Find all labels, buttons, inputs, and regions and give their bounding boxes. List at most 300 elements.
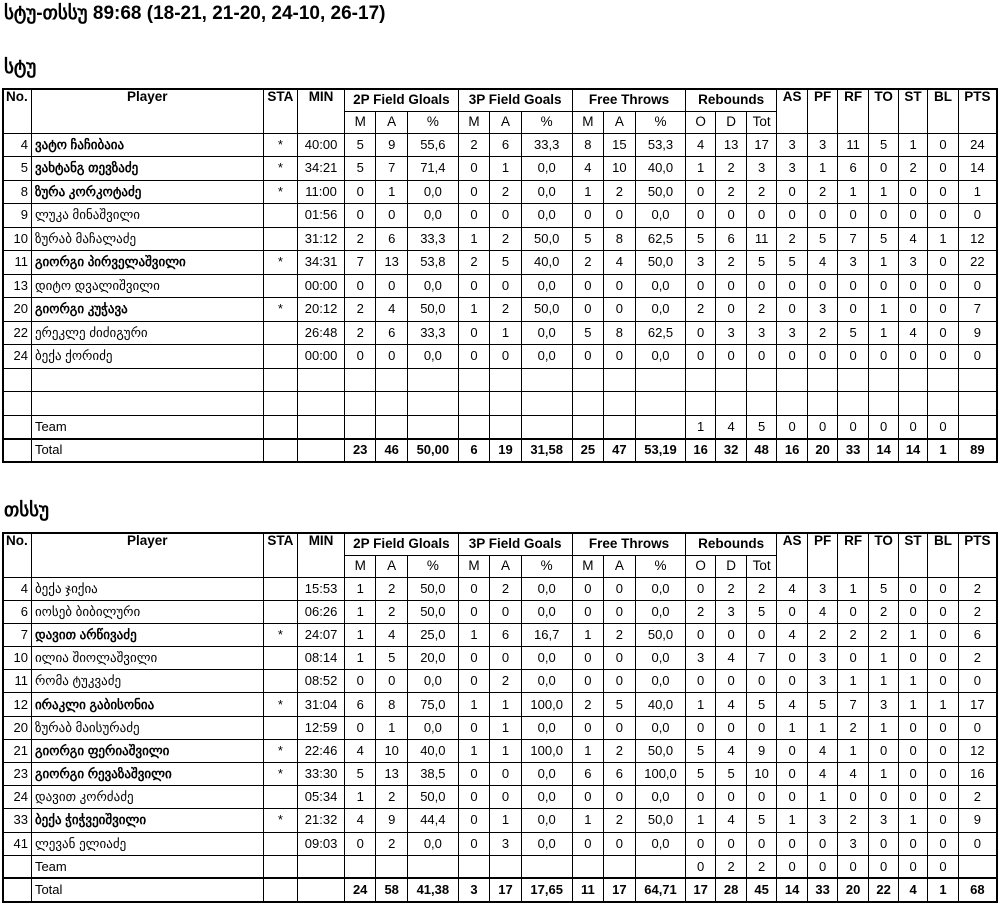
stat-rf: 0 — [837, 647, 869, 670]
stat-bl: 0 — [928, 623, 958, 646]
stat-st: 0 — [898, 832, 927, 855]
stat-mf: 1 — [572, 180, 604, 204]
stat-tot: 0 — [747, 716, 777, 739]
player-name: ირაკლი გაბისონია — [31, 693, 263, 716]
empty-cell — [572, 392, 604, 416]
team-row — [3, 855, 997, 878]
player-row — [3, 577, 997, 600]
header-as: AS — [776, 533, 808, 577]
stat-st: 0 — [898, 716, 927, 739]
stat-st: 1 — [898, 693, 927, 716]
stat-d: 5 — [715, 763, 747, 786]
stat-pf: 2 — [808, 180, 837, 204]
stat-a2: 10 — [376, 739, 408, 762]
total-af: 47 — [604, 439, 636, 463]
team-stat-tot: 5 — [747, 415, 777, 439]
stat-as: 0 — [776, 670, 808, 693]
header-bl: BL — [928, 533, 958, 577]
empty-cell — [869, 368, 898, 392]
stat-p2: 50,0 — [407, 786, 458, 809]
team-row-label: Team — [31, 855, 263, 878]
stat-to: 1 — [869, 763, 898, 786]
header-pct: % — [407, 555, 458, 577]
empty-cell — [715, 368, 747, 392]
stat-p2: 50,0 — [407, 600, 458, 623]
stat-pf: 62,5 — [635, 321, 686, 345]
stat-p2: 40,0 — [407, 739, 458, 762]
stat-a2: 6 — [376, 227, 408, 251]
stat-st: 0 — [898, 180, 927, 204]
player-row — [3, 298, 997, 322]
empty-cell — [604, 392, 636, 416]
total-bl: 1 — [928, 439, 958, 463]
stat-p3: 50,0 — [521, 298, 572, 322]
stat-a3: 3 — [490, 832, 522, 855]
stat-mf: 0 — [572, 647, 604, 670]
stat-tot: 3 — [747, 157, 777, 181]
total-a2: 58 — [376, 878, 408, 901]
stat-mf: 8 — [572, 133, 604, 157]
total-tot: 48 — [747, 439, 777, 463]
total-pf: 64,71 — [635, 878, 686, 901]
player-row — [3, 763, 997, 786]
stat-a2: 2 — [376, 786, 408, 809]
stat-st: 4 — [898, 227, 927, 251]
empty-cell — [31, 392, 263, 416]
header-o: O — [686, 111, 715, 133]
stat-rf: 0 — [837, 274, 869, 298]
player-row — [3, 345, 997, 369]
player-number: 20 — [3, 298, 31, 322]
stat-a3: 0 — [490, 647, 522, 670]
stat-af: 6 — [604, 763, 636, 786]
stat-m3: 0 — [458, 345, 490, 369]
player-row — [3, 739, 997, 762]
header-reb: Rebounds — [686, 533, 776, 555]
empty-cell — [298, 392, 345, 416]
player-row — [3, 832, 997, 855]
team-row — [3, 415, 997, 439]
stat-tot: 0 — [747, 786, 777, 809]
stat-d: 2 — [715, 251, 747, 275]
header-m: M — [572, 555, 604, 577]
stat-as: 1 — [776, 809, 808, 832]
stat-p2: 75,0 — [407, 693, 458, 716]
stat-o: 1 — [686, 809, 715, 832]
stat-pf: 0,0 — [635, 647, 686, 670]
stat-bl: 0 — [928, 345, 958, 369]
stat-as: 0 — [776, 600, 808, 623]
team-stat-pf: 0 — [808, 855, 837, 878]
stat-m2: 0 — [344, 180, 376, 204]
stat-to: 1 — [869, 251, 898, 275]
empty-cell — [686, 368, 715, 392]
stat-tot: 9 — [747, 739, 777, 762]
empty-cell — [344, 392, 376, 416]
empty-cell — [808, 392, 837, 416]
stat-m3: 1 — [458, 739, 490, 762]
minutes: 11:00 — [298, 180, 345, 204]
stat-bl: 0 — [928, 670, 958, 693]
stat-st: 0 — [898, 298, 927, 322]
stat-o: 0 — [686, 345, 715, 369]
stat-a3: 1 — [490, 321, 522, 345]
player-number: 12 — [3, 693, 31, 716]
minutes: 34:31 — [298, 251, 345, 275]
stat-a3: 2 — [490, 227, 522, 251]
stat-m3: 0 — [458, 763, 490, 786]
stat-af: 2 — [604, 739, 636, 762]
minutes: 21:32 — [298, 809, 345, 832]
empty-cell — [376, 392, 408, 416]
stat-rf: 3 — [837, 251, 869, 275]
total-mf: 11 — [572, 878, 604, 901]
team-stat-pf: 0 — [808, 415, 837, 439]
stat-mf: 0 — [572, 670, 604, 693]
player-name: დავით კორძაძე — [31, 786, 263, 809]
stat-pf: 3 — [808, 809, 837, 832]
stat-pf: 1 — [808, 157, 837, 181]
stat-p2: 33,3 — [407, 321, 458, 345]
stat-af: 0 — [604, 298, 636, 322]
stat-pts: 0 — [958, 670, 997, 693]
total-mf: 25 — [572, 439, 604, 463]
stat-pts: 2 — [958, 786, 997, 809]
header-d: D — [715, 555, 747, 577]
starter-mark — [263, 321, 298, 345]
header-m: M — [344, 111, 376, 133]
header-sta: STA — [263, 533, 298, 577]
stat-m3: 0 — [458, 577, 490, 600]
stat-as: 5 — [776, 251, 808, 275]
stat-bl: 0 — [928, 274, 958, 298]
stat-tot: 3 — [747, 321, 777, 345]
empty-cell — [490, 368, 522, 392]
empty-cell — [958, 855, 997, 878]
player-number: 33 — [3, 809, 31, 832]
stat-m2: 0 — [344, 832, 376, 855]
total-row — [3, 878, 997, 901]
stat-af: 4 — [604, 251, 636, 275]
starter-mark: * — [263, 623, 298, 646]
stat-o: 5 — [686, 763, 715, 786]
minutes: 22:46 — [298, 739, 345, 762]
stat-pf: 0 — [808, 345, 837, 369]
stat-o: 1 — [686, 693, 715, 716]
stat-a3: 2 — [490, 670, 522, 693]
stat-a2: 4 — [376, 298, 408, 322]
stat-d: 0 — [715, 670, 747, 693]
stat-st: 0 — [898, 345, 927, 369]
team-stat-as: 0 — [776, 855, 808, 878]
starter-mark — [263, 227, 298, 251]
stat-pf: 62,5 — [635, 227, 686, 251]
starter-mark — [263, 600, 298, 623]
stat-st: 0 — [898, 763, 927, 786]
stat-o: 0 — [686, 274, 715, 298]
stat-af: 0 — [604, 204, 636, 228]
stat-pf: 50,0 — [635, 739, 686, 762]
header-a: A — [490, 111, 522, 133]
header-reb: Rebounds — [686, 89, 776, 111]
total-label: Total — [31, 439, 263, 463]
empty-cell — [376, 855, 408, 878]
stat-bl: 0 — [928, 600, 958, 623]
stat-a3: 0 — [490, 274, 522, 298]
stat-m2: 0 — [344, 274, 376, 298]
starter-mark — [263, 274, 298, 298]
stat-bl: 1 — [928, 693, 958, 716]
stat-as: 0 — [776, 763, 808, 786]
stat-m3: 1 — [458, 693, 490, 716]
starter-mark: * — [263, 157, 298, 181]
stat-a2: 13 — [376, 251, 408, 275]
empty-cell — [458, 368, 490, 392]
empty-cell — [376, 368, 408, 392]
player-row — [3, 274, 997, 298]
starter-mark — [263, 345, 298, 369]
empty-cell — [3, 878, 31, 901]
stat-pf: 5 — [808, 227, 837, 251]
stat-mf: 2 — [572, 251, 604, 275]
starter-mark: * — [263, 180, 298, 204]
stat-p2: 44,4 — [407, 809, 458, 832]
player-number: 24 — [3, 786, 31, 809]
player-name: ბექა ჭიჭვეიშვილი — [31, 809, 263, 832]
stat-to: 1 — [869, 180, 898, 204]
stat-pf: 3 — [808, 298, 837, 322]
stat-p3: 16,7 — [521, 623, 572, 646]
stat-af: 0 — [604, 832, 636, 855]
minutes: 34:21 — [298, 157, 345, 181]
starter-mark — [263, 716, 298, 739]
stat-m3: 0 — [458, 647, 490, 670]
stat-a3: 1 — [490, 716, 522, 739]
empty-cell — [407, 368, 458, 392]
stat-tot: 5 — [747, 600, 777, 623]
player-row — [3, 693, 997, 716]
stat-to: 0 — [869, 832, 898, 855]
stat-a3: 1 — [490, 693, 522, 716]
empty-cell — [715, 392, 747, 416]
stat-pts: 22 — [958, 251, 997, 275]
header-fg3: 3P Field Goals — [458, 533, 572, 555]
empty-cell — [635, 368, 686, 392]
stat-st: 1 — [898, 670, 927, 693]
stat-p2: 50,0 — [407, 298, 458, 322]
stat-pts: 0 — [958, 832, 997, 855]
stat-tot: 10 — [747, 763, 777, 786]
header-fg3: 3P Field Goals — [458, 89, 572, 111]
stat-p3: 0,0 — [521, 600, 572, 623]
player-number: 24 — [3, 345, 31, 369]
starter-mark — [263, 204, 298, 228]
stat-tot: 5 — [747, 693, 777, 716]
player-row — [3, 786, 997, 809]
stat-d: 4 — [715, 809, 747, 832]
stat-mf: 1 — [572, 809, 604, 832]
empty-cell — [376, 415, 408, 439]
player-name: ლუკა მინაშვილი — [31, 204, 263, 228]
stat-pf: 3 — [808, 577, 837, 600]
player-row — [3, 623, 997, 646]
player-number: 21 — [3, 739, 31, 762]
minutes: 01:56 — [298, 204, 345, 228]
stat-af: 10 — [604, 157, 636, 181]
player-row — [3, 809, 997, 832]
empty-cell — [604, 415, 636, 439]
team-stat-to: 0 — [869, 855, 898, 878]
stat-o: 0 — [686, 321, 715, 345]
stat-to: 0 — [869, 274, 898, 298]
stat-rf: 5 — [837, 321, 869, 345]
total-m2: 24 — [344, 878, 376, 901]
stat-bl: 0 — [928, 786, 958, 809]
player-row — [3, 670, 997, 693]
header-pct: % — [521, 555, 572, 577]
empty-cell — [572, 368, 604, 392]
stat-mf: 0 — [572, 204, 604, 228]
player-row — [3, 647, 997, 670]
empty-cell — [407, 392, 458, 416]
team-stat-st: 0 — [898, 415, 927, 439]
stat-pts: 12 — [958, 227, 997, 251]
player-row — [3, 321, 997, 345]
empty-cell — [928, 368, 958, 392]
stat-bl: 0 — [928, 157, 958, 181]
empty-cell — [298, 878, 345, 901]
stat-pf: 0,0 — [635, 600, 686, 623]
empty-cell — [458, 855, 490, 878]
player-name: ბექა ქორიძე — [31, 345, 263, 369]
total-pf: 20 — [808, 439, 837, 463]
player-number: 20 — [3, 716, 31, 739]
stat-m2: 1 — [344, 786, 376, 809]
player-name: ზურაბ მაჩალაძე — [31, 227, 263, 251]
stat-as: 0 — [776, 180, 808, 204]
player-name: გიორგი პირველაშვილი — [31, 251, 263, 275]
stat-a2: 2 — [376, 832, 408, 855]
stat-to: 1 — [869, 716, 898, 739]
stat-to: 0 — [869, 204, 898, 228]
stat-af: 0 — [604, 274, 636, 298]
stat-m2: 2 — [344, 227, 376, 251]
stat-tot: 5 — [747, 809, 777, 832]
stat-p2: 71,4 — [407, 157, 458, 181]
stat-m2: 1 — [344, 600, 376, 623]
stat-rf: 7 — [837, 227, 869, 251]
stat-p2: 0,0 — [407, 274, 458, 298]
stat-bl: 0 — [928, 739, 958, 762]
empty-cell — [521, 855, 572, 878]
stat-d: 3 — [715, 600, 747, 623]
stat-bl: 0 — [928, 180, 958, 204]
stat-to: 5 — [869, 133, 898, 157]
stat-to: 1 — [869, 298, 898, 322]
stat-bl: 0 — [928, 298, 958, 322]
stat-p3: 0,0 — [521, 763, 572, 786]
empty-cell — [869, 392, 898, 416]
empty-cell — [263, 855, 298, 878]
minutes: 40:00 — [298, 133, 345, 157]
stat-st: 1 — [898, 809, 927, 832]
stat-pf: 0 — [808, 204, 837, 228]
total-a3: 19 — [490, 439, 522, 463]
starter-mark: * — [263, 298, 298, 322]
stat-a3: 1 — [490, 739, 522, 762]
stat-mf: 0 — [572, 274, 604, 298]
stat-m3: 0 — [458, 670, 490, 693]
stat-m2: 5 — [344, 157, 376, 181]
stat-m2: 0 — [344, 670, 376, 693]
empty-cell — [958, 415, 997, 439]
stat-a2: 6 — [376, 321, 408, 345]
stat-af: 0 — [604, 600, 636, 623]
stat-mf: 2 — [572, 693, 604, 716]
stat-as: 4 — [776, 623, 808, 646]
stat-pts: 9 — [958, 809, 997, 832]
minutes: 00:00 — [298, 274, 345, 298]
player-number: 4 — [3, 133, 31, 157]
stat-m3: 0 — [458, 321, 490, 345]
stat-m2: 7 — [344, 251, 376, 275]
stat-a2: 9 — [376, 133, 408, 157]
stat-d: 2 — [715, 157, 747, 181]
stat-pf: 0,0 — [635, 345, 686, 369]
empty-cell — [635, 392, 686, 416]
stat-bl: 0 — [928, 133, 958, 157]
header-rf: RF — [837, 89, 869, 133]
stat-d: 4 — [715, 693, 747, 716]
empty-cell — [808, 368, 837, 392]
stat-pts: 2 — [958, 647, 997, 670]
stat-to: 1 — [869, 670, 898, 693]
empty-cell — [776, 392, 808, 416]
player-name: ვახტანგ თევზაძე — [31, 157, 263, 181]
stat-p3: 0,0 — [521, 157, 572, 181]
player-number: 9 — [3, 204, 31, 228]
stat-m2: 2 — [344, 321, 376, 345]
stat-pts: 0 — [958, 716, 997, 739]
empty-cell — [298, 368, 345, 392]
empty-cell — [837, 368, 869, 392]
stat-d: 0 — [715, 832, 747, 855]
empty-cell — [635, 415, 686, 439]
stat-pts: 16 — [958, 763, 997, 786]
starter-mark: * — [263, 763, 298, 786]
stat-to: 2 — [869, 623, 898, 646]
player-name: იოსებ ბიბილური — [31, 600, 263, 623]
stat-as: 0 — [776, 832, 808, 855]
stat-p2: 38,5 — [407, 763, 458, 786]
stat-pts: 17 — [958, 693, 997, 716]
stat-mf: 1 — [572, 623, 604, 646]
stat-st: 1 — [898, 133, 927, 157]
team-row-label: Team — [31, 415, 263, 439]
total-d: 28 — [715, 878, 747, 901]
stat-a2: 0 — [376, 670, 408, 693]
header-tot: Tot — [747, 555, 777, 577]
stat-as: 4 — [776, 693, 808, 716]
stat-m2: 4 — [344, 739, 376, 762]
empty-cell — [298, 439, 345, 463]
minutes: 08:14 — [298, 647, 345, 670]
minutes: 26:48 — [298, 321, 345, 345]
stat-st: 0 — [898, 739, 927, 762]
player-number: 13 — [3, 274, 31, 298]
stat-a3: 2 — [490, 577, 522, 600]
stat-d: 0 — [715, 716, 747, 739]
